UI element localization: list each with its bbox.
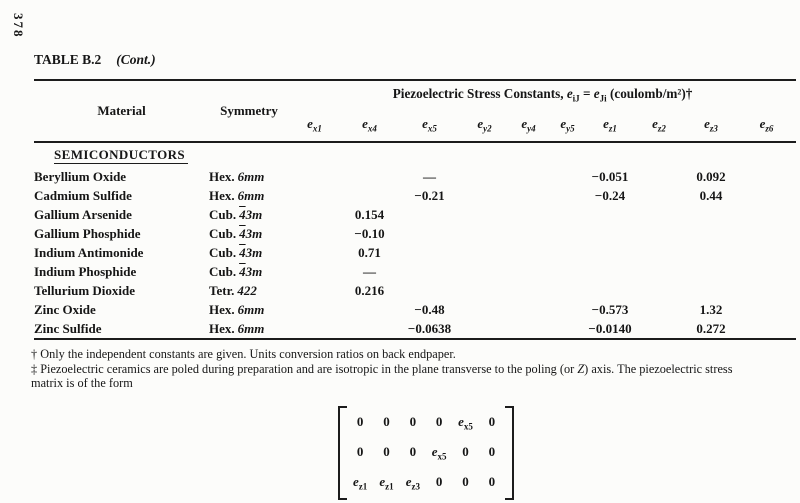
- value-cell: [737, 205, 796, 224]
- value-cell: [548, 319, 587, 339]
- e-column-header: $e_{y2}$: [460, 108, 509, 142]
- table-row: [34, 167, 796, 186]
- value-cell: [548, 205, 587, 224]
- value-cell: [737, 319, 796, 339]
- value-cell: [289, 224, 340, 243]
- value-cell: [548, 224, 587, 243]
- footnote-1: † Only the independent constants are given. Units conversion ratios on back endpaper.: [31, 347, 456, 361]
- value-cell: [340, 186, 399, 205]
- value-cell: [340, 167, 399, 186]
- value-cell: [587, 243, 633, 262]
- page-number: 378: [11, 13, 26, 39]
- table-row: [34, 281, 796, 300]
- symmetry-cell: Hex. 6mm: [209, 320, 265, 336]
- material-cell: Gallium Phosphide: [34, 225, 141, 241]
- table-row: [34, 224, 796, 243]
- value-cell: [737, 167, 796, 186]
- table-row: [34, 243, 796, 262]
- material-cell: Zinc Oxide: [34, 301, 96, 317]
- value-cell: −0.051: [591, 168, 629, 184]
- matrix-cell: 0: [435, 474, 443, 490]
- matrix-cell: $e_{x5}$: [458, 414, 473, 432]
- value-cell: [587, 205, 633, 224]
- value-cell: [289, 300, 340, 319]
- value-cell: [633, 300, 685, 319]
- value-cell: 0.154: [354, 206, 385, 222]
- matrix-cell: $e_{z3}$: [405, 474, 420, 492]
- value-cell: −0.0638: [407, 320, 452, 336]
- stress-matrix: [338, 406, 514, 500]
- matrix-cell: 0: [488, 444, 496, 460]
- table-row: [34, 186, 796, 205]
- value-cell: [460, 167, 509, 186]
- symmetry-cell: Cub. 43m: [209, 206, 263, 222]
- value-cell: [509, 186, 548, 205]
- value-cell: [289, 167, 340, 186]
- value-cell: [399, 262, 460, 281]
- e-column-header: $e_{x5}$: [399, 108, 460, 142]
- value-cell: [737, 224, 796, 243]
- value-cell: [548, 167, 587, 186]
- value-cell: 0.216: [354, 282, 385, 298]
- value-cell: [509, 224, 548, 243]
- matrix-cell: 0: [409, 414, 417, 430]
- value-cell: [685, 224, 737, 243]
- material-cell: Tellurium Dioxide: [34, 282, 136, 298]
- value-cell: [460, 319, 509, 339]
- matrix-cell: $e_{x5}$: [431, 444, 447, 462]
- value-cell: [509, 300, 548, 319]
- value-cell: [460, 243, 509, 262]
- matrix-cell: 0: [383, 444, 390, 460]
- data-table: [34, 79, 796, 340]
- e-column-header: $e_{y5}$: [548, 108, 587, 142]
- e-column-header: $e_{x1}$: [289, 108, 340, 142]
- symmetry-cell: Hex. 6mm: [209, 187, 265, 203]
- matrix-cell: 0: [462, 444, 469, 460]
- matrix-cell: 0: [409, 444, 417, 460]
- value-cell: −0.21: [414, 187, 445, 203]
- value-cell: [509, 167, 548, 186]
- value-cell: 1.32: [699, 301, 723, 317]
- value-cell: [460, 224, 509, 243]
- value-cell: [685, 281, 737, 300]
- value-cell: [289, 262, 340, 281]
- value-cell: [548, 300, 587, 319]
- matrix-cell: $e_{z1}$: [353, 474, 368, 492]
- value-cell: [737, 186, 796, 205]
- matrix-bracket-right: [505, 406, 514, 500]
- matrix-cell: $e_{z1}$: [379, 474, 394, 492]
- value-cell: [289, 186, 340, 205]
- material-cell: Cadmium Sulfide: [34, 187, 132, 203]
- value-cell: −0.10: [354, 225, 385, 241]
- footnote-2: ‡ Piezoelectric ceramics are poled during preparation and are isotropic in the plane transverse to the poling (or Z) axis. The piezoelectric stress: [31, 361, 733, 376]
- value-cell: [399, 205, 460, 224]
- value-cell: [633, 186, 685, 205]
- value-cell: —: [363, 263, 376, 279]
- matrix-cell: 0: [488, 414, 496, 430]
- table-title-label: TABLE B.2: [34, 52, 102, 67]
- e-column-header: $e_{x4}$: [340, 108, 399, 142]
- footnote-2-continuation: matrix is of the form: [31, 376, 133, 390]
- value-cell: [548, 243, 587, 262]
- symmetry-cell: Cub. 43m: [209, 244, 263, 260]
- section-heading: SEMICONDUCTORS: [54, 147, 188, 164]
- matrix-cell: 0: [383, 414, 390, 430]
- symmetry-cell: Tetr. 422: [209, 282, 257, 298]
- value-cell: [737, 300, 796, 319]
- matrix-cell: 0: [356, 414, 364, 430]
- footnotes: [31, 347, 800, 391]
- value-cell: −0.0140: [588, 320, 632, 336]
- value-cell: [633, 243, 685, 262]
- value-cell: [633, 281, 685, 300]
- value-cell: [340, 319, 399, 339]
- value-cell: [289, 319, 340, 339]
- value-cell: [587, 281, 633, 300]
- value-cell: [633, 262, 685, 281]
- symmetry-cell: Hex. 6mm: [209, 301, 265, 317]
- e-column-header: $e_{z2}$: [633, 108, 685, 142]
- value-cell: −0.573: [591, 301, 629, 317]
- value-cell: [460, 186, 509, 205]
- value-cell: [399, 281, 460, 300]
- value-cell: [737, 281, 796, 300]
- column-header-material: Material: [34, 80, 209, 142]
- value-cell: [548, 262, 587, 281]
- value-cell: [340, 300, 399, 319]
- table-row: [34, 300, 796, 319]
- value-cell: [460, 205, 509, 224]
- table-row: [34, 262, 796, 281]
- material-cell: Indium Phosphide: [34, 263, 137, 279]
- table-title: [34, 52, 156, 68]
- table-title-cont: (Cont.): [116, 52, 156, 67]
- table-row: [34, 205, 796, 224]
- matrix-grid: [347, 408, 505, 498]
- symmetry-cell: Hex. 6mm: [209, 168, 265, 184]
- value-cell: [633, 167, 685, 186]
- matrix-cell: 0: [488, 474, 496, 490]
- value-cell: [737, 262, 796, 281]
- value-cell: [460, 262, 509, 281]
- value-cell: [587, 262, 633, 281]
- value-cell: 0.44: [699, 187, 723, 203]
- value-cell: [399, 224, 460, 243]
- value-cell: [460, 281, 509, 300]
- value-cell: [460, 300, 509, 319]
- matrix-bracket-left: [338, 406, 347, 500]
- material-cell: Beryllium Oxide: [34, 168, 127, 184]
- table-row: [34, 319, 796, 339]
- e-column-header: $e_{z6}$: [737, 108, 796, 142]
- value-cell: [509, 319, 548, 339]
- material-cell: Indium Antimonide: [34, 244, 144, 260]
- value-cell: [289, 281, 340, 300]
- value-cell: [633, 205, 685, 224]
- value-cell: [289, 205, 340, 224]
- value-cell: [633, 319, 685, 339]
- value-cell: 0.092: [696, 168, 726, 184]
- e-column-header: $e_{z3}$: [685, 108, 737, 142]
- e-column-header: $e_{y4}$: [509, 108, 548, 142]
- matrix-cell: 0: [356, 444, 364, 460]
- value-cell: [685, 262, 737, 281]
- value-cell: [509, 262, 548, 281]
- value-cell: [509, 205, 548, 224]
- matrix-cell: 0: [435, 414, 443, 430]
- value-cell: 0.71: [358, 244, 381, 260]
- value-cell: [509, 243, 548, 262]
- e-column-header: $e_{z1}$: [587, 108, 633, 142]
- value-cell: [548, 281, 587, 300]
- value-cell: [399, 243, 460, 262]
- span-header: Piezoelectric Stress Constants, $e_{iJ} = e_{Ji}$ (coulomb/m²)†: [392, 85, 693, 104]
- value-cell: [685, 205, 737, 224]
- value-cell: [548, 186, 587, 205]
- value-cell: [633, 224, 685, 243]
- symmetry-cell: Cub. 43m: [209, 225, 263, 241]
- value-cell: —: [423, 168, 436, 184]
- material-cell: Gallium Arsenide: [34, 206, 132, 222]
- value-cell: [509, 281, 548, 300]
- value-cell: [685, 243, 737, 262]
- value-cell: 0.272: [696, 320, 726, 336]
- value-cell: −0.48: [414, 301, 445, 317]
- symmetry-cell: Cub. 43m: [209, 263, 263, 279]
- column-header-symmetry: Symmetry: [209, 80, 289, 142]
- value-cell: [289, 243, 340, 262]
- matrix-cell: 0: [462, 474, 469, 490]
- value-cell: −0.24: [594, 187, 626, 203]
- section-row: [34, 142, 796, 167]
- value-cell: [587, 224, 633, 243]
- material-cell: Zinc Sulfide: [34, 320, 102, 336]
- value-cell: [737, 243, 796, 262]
